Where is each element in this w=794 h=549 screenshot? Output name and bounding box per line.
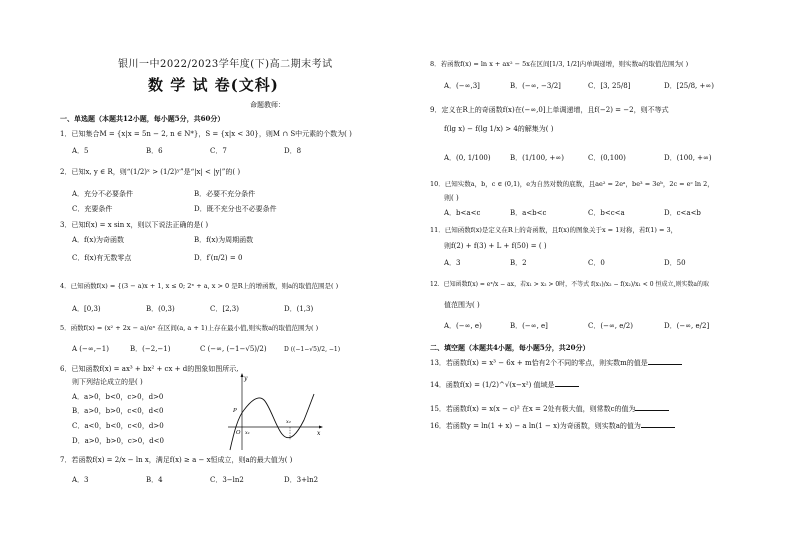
question-6-cont: 则下列结论成立的是( ) — [72, 378, 143, 386]
question-1: 1．已知集合M = {x|x = 5n − 2, n ∈ N*}，S = {x|x < 30}，则M ∩ S中元素的个数为( ) — [60, 130, 352, 138]
q11-option-a: A．3 — [444, 259, 461, 267]
graph-x-arrow — [319, 426, 323, 429]
q3-option-b: B．f(x)为周期函数 — [194, 236, 254, 244]
q10-option-c: C．b<c<a — [588, 209, 625, 217]
q4-option-d: D．(1,3) — [284, 305, 314, 313]
q2-option-a: A．充分不必要条件 — [72, 190, 134, 198]
question-13 — [430, 358, 682, 368]
q8-option-a: A．(−∞,3] — [444, 82, 480, 90]
graph-label-o: O — [236, 430, 241, 436]
question-7: 7．若函数f(x) = 2/x − ln x，满足f(x) ≥ a − x恒成立，则a的最大值为( ) — [60, 456, 293, 464]
q12-option-d: D．(−∞, e/2] — [664, 322, 710, 330]
q6-option-c: C．a<0，b<0，c<0，d>0 — [72, 422, 164, 430]
q9-option-d: D．(100, +∞) — [664, 154, 712, 162]
q9-option-b: B．(1/100, +∞) — [510, 154, 564, 162]
q1-option-a: A．5 — [72, 147, 89, 155]
question-15-text: 15．若函数f(x) = x(x − c)² 在x = 2处有极大值，则常数c的值为 — [430, 405, 636, 413]
q7-option-a: A．3 — [72, 476, 89, 484]
q4-option-b: B．(0,3) — [146, 305, 175, 313]
q4-option-a: A．[0,3) — [72, 305, 101, 313]
q10-option-b: B．a<b<c — [510, 209, 547, 217]
question-4: 4．已知函数f(x) = {(3 − a)x + 1, x ≤ 0; 2ˣ + a, x > 0 是R上的增函数，则a的取值范围是( ) — [60, 282, 339, 290]
graph-label-x2: x₂ — [286, 419, 291, 425]
q9-option-a: A．(0, 1/100) — [444, 154, 491, 162]
q12-option-c: C．(−∞, e/2) — [588, 322, 633, 330]
question-3: 3．已知f(x) = x sin x，则以下说法正确的是( ) — [60, 221, 209, 229]
question-16-text: 16．若函数y = ln(1 + x) − a ln(1 − x)为奇函数，则实数a的值为 — [430, 422, 641, 430]
question-16 — [430, 421, 675, 431]
q3-option-c: C．f(x)有无数零点 — [72, 254, 132, 262]
section-fill-in: 二、填空题（本题共4小题，每小题5分，共20分） — [430, 343, 590, 352]
q11-option-c: C．0 — [588, 259, 605, 267]
q6-cubic-graph — [226, 372, 326, 452]
question-13-text: 13．若函数f(x) = x³ − 6x + m恰有2个不同的零点，则实数m的值是 — [430, 359, 648, 367]
q6-option-d: D．a>0，b>0，c>0，d<0 — [72, 437, 164, 445]
q1-option-b: B．6 — [146, 147, 163, 155]
question-9: 9．定义在R上的奇函数f(x)在(−∞,0]上单调递增，且f(−2) = −2，则不等式 — [430, 106, 669, 114]
q6-option-b: B．a>0，b>0，c<0，d<0 — [72, 407, 164, 415]
school-title: 银川一中2022/2023学年度(下)高二期末考试 — [118, 59, 333, 70]
graph-curve — [230, 394, 314, 450]
q8-option-c: C．[3, 25/8] — [588, 82, 631, 90]
question-2: 2．已知x, y ∈ R，则“(1/2)ˣ > (1/2)ʸ”是“|x| < |y|”的( ) — [60, 168, 241, 176]
q14-answer-blank[interactable] — [555, 380, 579, 387]
q5-option-b: B．(−2,−1) — [130, 345, 171, 353]
question-10: 10．已知实数a，b，c ∈ (0,1)，e为自然对数的底数，且ae² = 2eᵃ，be³ = 3eᵇ，2c = eᶜ ln 2， — [430, 180, 714, 188]
graph-label-x1: x₁ — [245, 430, 250, 436]
q7-option-b: B．4 — [146, 476, 163, 484]
q5-option-d: D ((−1−√5)/2, −1) — [284, 346, 341, 353]
q10-option-a: A．b<a<c — [444, 209, 481, 217]
question-10-cont: 则( ) — [444, 194, 459, 202]
q10-option-d: D．c<a<b — [664, 209, 701, 217]
section-single-choice: 一、单选题（本题共12小题，每小题5分，共60分） — [60, 114, 225, 123]
q1-option-c: C．7 — [210, 147, 227, 155]
q16-answer-blank[interactable] — [641, 421, 675, 428]
question-9-cont: f(lg x) − f(lg 1/x) > 4的解集为( ) — [444, 125, 554, 133]
question-14-text: 14．函数f(x) = (1/2)^√(x−x²) 值域是 — [430, 381, 555, 389]
q8-option-d: D．[25/8, +∞) — [664, 82, 714, 90]
question-8: 8．若函数f(x) = ln x + ax² − 5x在区间[1/3, 1/2]内单调递增，则实数a的取值范围为( ) — [430, 60, 689, 68]
q6-option-a: A．a>0，b<0，c>0，d>0 — [72, 393, 164, 401]
q15-answer-blank[interactable] — [635, 404, 669, 411]
graph-label-y: y — [244, 375, 248, 382]
q5-option-a: A (−∞,−1) — [72, 345, 109, 353]
question-15 — [430, 404, 669, 414]
q2-option-c: C．充要条件 — [72, 205, 113, 213]
q5-option-c: C (−∞, (−1−√5)/2) — [200, 345, 267, 353]
question-14 — [430, 380, 579, 390]
q11-option-d: D．50 — [664, 259, 686, 267]
paper-title: 数 学 试 卷(文科) — [148, 76, 279, 94]
question-5: 5．函数f(x) = (x² + 2x − a)/eˣ 在区间(a, a + 1)上存在最小值,则实数a的取值范围为( ) — [60, 324, 319, 332]
q3-option-a: A．f(x)为奇函数 — [72, 236, 125, 244]
graph-label-x: x — [317, 430, 321, 437]
q1-option-d: D．8 — [284, 147, 302, 155]
q9-option-c: C．(0,100) — [588, 154, 626, 162]
q7-option-d: D．3+ln2 — [284, 476, 319, 484]
q13-answer-blank[interactable] — [648, 358, 682, 365]
q12-option-a: A．(−∞, e) — [444, 322, 482, 330]
graph-label-p: P — [233, 408, 237, 414]
q12-option-b: B．(−∞, e] — [510, 322, 548, 330]
q3-option-d: D．f′(π/2) = 0 — [194, 254, 243, 262]
question-11-cont: 则f(2) + f(3) + L + f(50) = ( ) — [444, 242, 547, 250]
question-12: 12．已知函数f(x) = eˣ/x − ax，若x₁ > x₂ > 0时，不等式 f(x₁)/x₂ − f(x₂)/x₁ < 0 恒成立,则实数a的取 — [430, 281, 709, 288]
question-12-cont: 值范围为( ) — [444, 301, 480, 309]
q7-option-c: C．3−ln2 — [210, 476, 244, 484]
q11-option-b: B．2 — [510, 259, 527, 267]
question-11: 11．已知函数f(x)是定义在R上的奇函数，且f(x)的图象关于x = 1对称，若f(1) = 3， — [430, 226, 678, 234]
author-line: 命题教师： — [250, 101, 285, 109]
q2-option-d: D．既不充分也不必要条件 — [194, 205, 277, 213]
q4-option-c: C．[2,3) — [210, 305, 239, 313]
question-6: 6．已知函数f(x) = ax³ + bx² + cx + d的图象如图所示, — [60, 365, 239, 373]
q2-option-b: B．必要不充分条件 — [194, 190, 256, 198]
q8-option-b: B．(−∞, −3/2] — [510, 82, 561, 90]
